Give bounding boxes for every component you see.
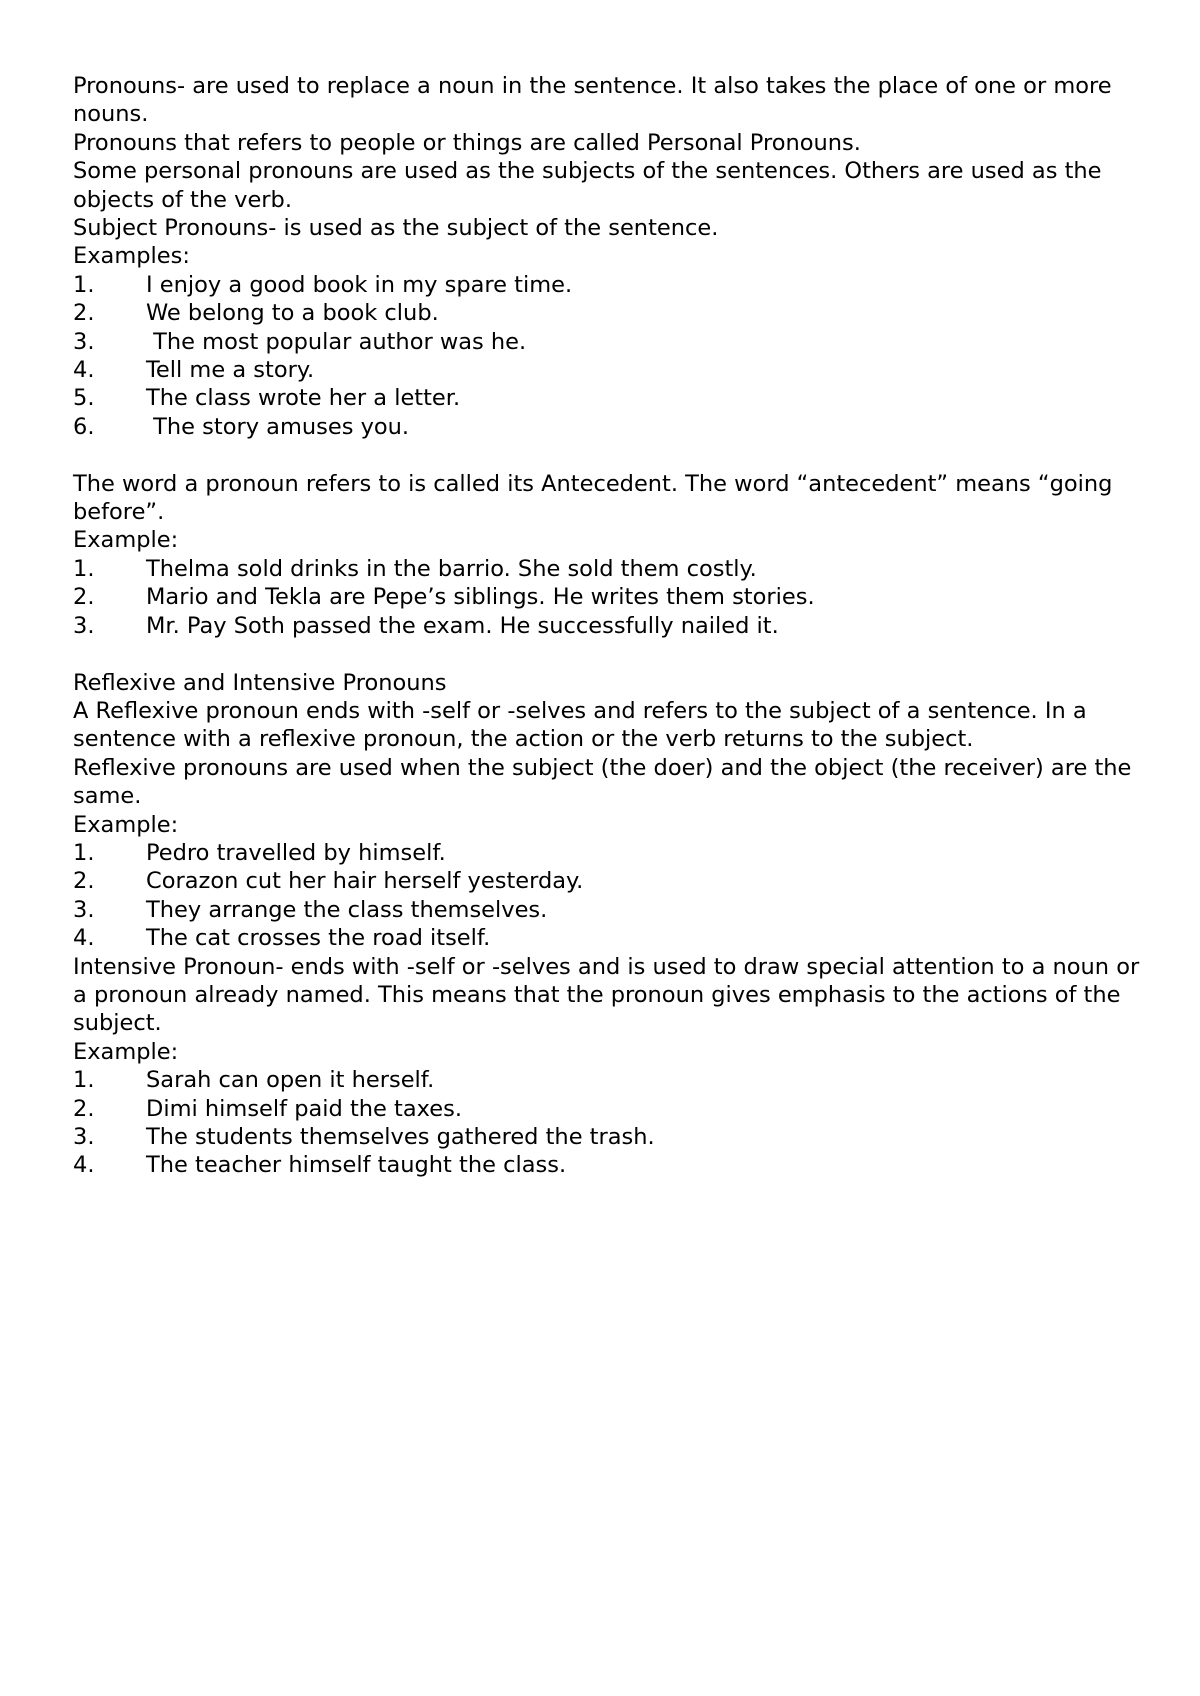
list-number: 5. <box>73 385 95 412</box>
list-number: 3. <box>73 1124 95 1150</box>
reflexive-usage-note: Reflexive pronouns are used when the subject (the doer) and the object (the receiver) are the same. <box>73 754 1132 810</box>
list-text: The story amuses you. <box>146 413 410 440</box>
list-item <box>73 413 1143 441</box>
antecedent-definition: The word a pronoun refers to is called its Antecedent. The word “antecedent” means “going before”. <box>73 470 1113 526</box>
paragraph-spacer <box>73 441 1143 469</box>
list-text: Mario and Tekla are Pepe’s siblings. He writes them stories. <box>146 584 815 611</box>
examples-label: Example: <box>73 527 179 554</box>
list-number: 2. <box>73 868 95 895</box>
examples-label: Examples: <box>73 243 190 270</box>
intro-definition: Pronouns- are used to replace a noun in the sentence. It also takes the place of one or more nouns. <box>73 73 1112 128</box>
list-number: 2. <box>73 584 95 611</box>
list-text: Dimi himself paid the taxes. <box>146 1095 462 1122</box>
list-number: 4. <box>73 925 95 952</box>
examples-label: Example: <box>73 811 179 838</box>
list-item <box>73 583 1143 611</box>
list-number: 4. <box>73 1152 95 1179</box>
list-number: 3. <box>73 612 95 639</box>
list-item <box>73 1095 1143 1123</box>
list-item <box>73 328 1143 356</box>
list-number: 1. <box>73 1067 95 1094</box>
list-text: The teacher himself taught the class. <box>146 1152 567 1179</box>
list-text: The students themselves gathered the trash. <box>146 1124 655 1150</box>
list-number: 1. <box>73 555 95 582</box>
subject-pronouns-definition: Subject Pronouns- is used as the subject of the sentence. <box>73 215 719 242</box>
subjects-objects-note: Some personal pronouns are used as the subjects of the sentences. Others are used as the objects of the verb. <box>73 158 1102 213</box>
list-number: 4. <box>73 357 95 384</box>
antecedent-examples-list <box>73 555 1143 640</box>
list-item <box>73 1066 1143 1094</box>
list-item <box>73 924 1143 952</box>
paragraph-spacer <box>73 640 1143 668</box>
list-item <box>73 384 1143 412</box>
list-text: I enjoy a good book in my spare time. <box>146 271 573 298</box>
list-text: The most popular author was he. <box>146 328 527 355</box>
list-number: 1. <box>73 271 95 298</box>
reflexive-examples-list <box>73 839 1143 953</box>
list-text: Tell me a story. <box>146 357 315 384</box>
subject-examples-list <box>73 271 1143 441</box>
list-item <box>73 555 1143 583</box>
reflexive-definition: A Reflexive pronoun ends with -self or -selves and refers to the subject of a sentence. In a sentence with a reflexive pronoun, the action or the verb returns to the subject. <box>73 697 1087 753</box>
section-heading: Reflexive and Intensive Pronouns <box>73 669 447 696</box>
list-number: 2. <box>73 1095 95 1122</box>
list-text: Thelma sold drinks in the barrio. She sold them costly. <box>146 555 757 582</box>
list-item <box>73 896 1143 924</box>
list-number: 3. <box>73 896 95 923</box>
intensive-definition: Intensive Pronoun- ends with -self or -selves and is used to draw special attention to a noun or a pronoun already named. This means that the pronoun gives emphasis to the actions of the subject. <box>73 953 1140 1037</box>
list-item <box>73 1151 1143 1179</box>
examples-label: Example: <box>73 1038 179 1065</box>
list-item <box>73 356 1143 384</box>
list-text: The cat crosses the road itself. <box>146 925 491 952</box>
list-text: Pedro travelled by himself. <box>146 839 446 866</box>
list-text: They arrange the class themselves. <box>146 896 548 923</box>
list-item <box>73 1123 1143 1151</box>
document-page <box>73 72 1143 1180</box>
list-text: We belong to a book club. <box>146 300 439 327</box>
personal-pronouns-definition: Pronouns that refers to people or things are called Personal Pronouns. <box>73 129 861 156</box>
list-text: Sarah can open it herself. <box>146 1067 435 1094</box>
list-text: Mr. Pay Soth passed the exam. He successfully nailed it. <box>146 612 779 639</box>
list-item <box>73 612 1143 640</box>
list-item <box>73 839 1143 867</box>
list-number: 1. <box>73 839 95 866</box>
intensive-examples-list <box>73 1066 1143 1180</box>
list-text: The class wrote her a letter. <box>146 385 461 412</box>
list-item <box>73 867 1143 895</box>
list-number: 6. <box>73 413 95 440</box>
list-item <box>73 271 1143 299</box>
list-number: 2. <box>73 300 95 327</box>
list-number: 3. <box>73 328 95 355</box>
list-item <box>73 299 1143 327</box>
list-text: Corazon cut her hair herself yesterday. <box>146 868 584 895</box>
